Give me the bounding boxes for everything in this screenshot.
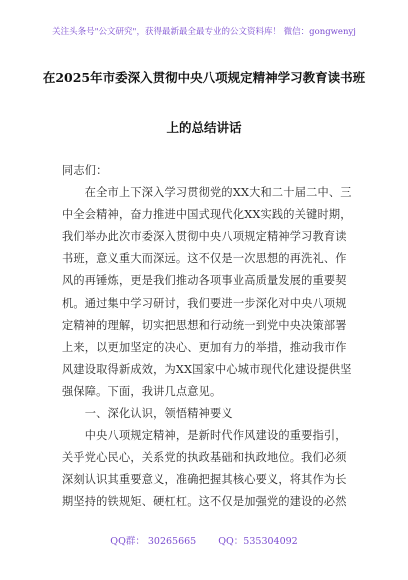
body-line: 中央八项规定精神，是新时代作风建设的重要指引， [62,429,347,443]
document-title-line2: 上的总结讲话 [166,120,242,135]
footer-qq: QQ：535304092 [218,536,298,547]
body-line: 我们举办此次市委深入贯彻中央八项规定精神学习教育读 [62,230,347,244]
body-line: 同志们： [62,164,108,177]
body-line: 风的再锤炼，更是我们推动各项事业高质量发展的重要契 [62,274,347,288]
document-title: 在2025年市委深入贯彻中央八项规定精神学习教育读书班 [42,70,366,85]
body-line: 定精神的理解，切实把思想和行动统一到党中央决策部署 [62,318,347,332]
body-line: 深刻认识其重要意义，准确把握其核心要义，将其作为长 [62,473,347,487]
section-heading: 一、深化认识，领悟精神要义 [62,407,233,421]
body-line: 期坚持的铁规矩、硬杠杠。这不仅是加强党的建设的必然 [62,495,347,509]
header-banner: 关注头条号"公文研究"，获得最新最全最专业的公文资料库！ 微信：gongwenyj [52,27,356,37]
body-line: 强保障。下面，我讲几点意见。 [62,384,222,398]
body-line: 关乎党心民心，关系党的执政基础和执政地位。我们必须 [62,451,347,465]
body-line: 风建设取得新成效，为XX国家中心城市现代化建设提供坚 [62,362,352,376]
footer-qq-group: QQ群： 30265665 [110,536,197,547]
body-line: 书班，意义重大而深远。这不仅是一次思想的再洗礼、作 [62,252,347,266]
body-line: 上来，以更加坚定的决心、更加有力的举措，推动我市作 [62,340,347,354]
document-body [62,160,354,514]
body-line: 在全市上下深入学习贯彻党的XX大和二十届二中、三 [62,186,352,200]
body-line: 中全会精神，奋力推进中国式现代化XX实践的关键时期， [62,208,352,222]
footer-contact [0,536,408,548]
body-line: 机。通过集中学习研讨，我们要进一步深化对中央八项规 [62,296,347,310]
